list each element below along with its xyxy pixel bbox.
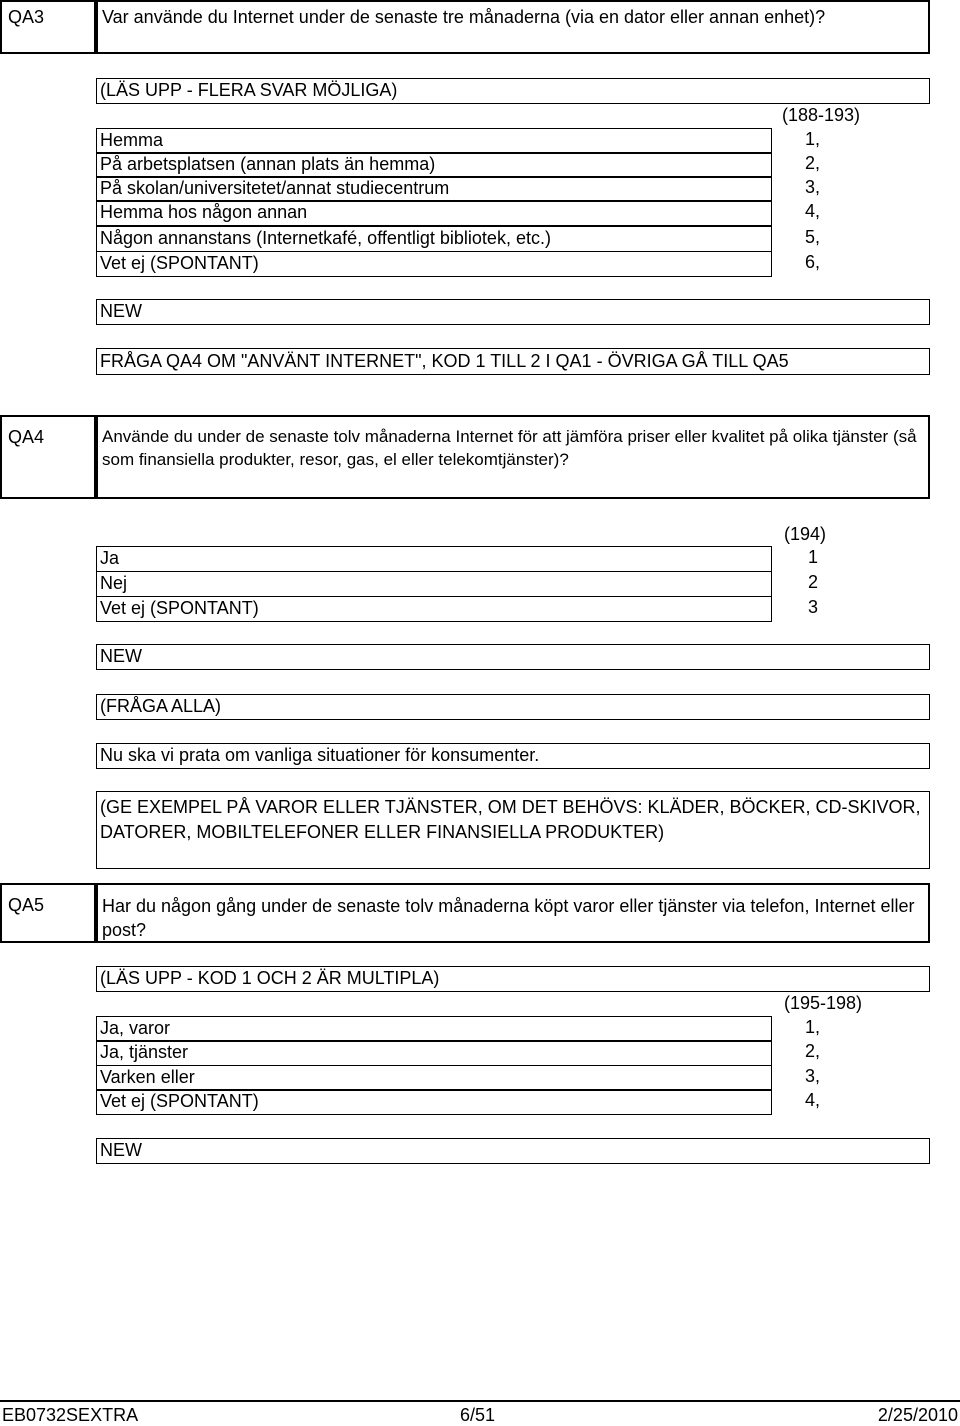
- qa4-option-code: 1: [807, 547, 818, 567]
- examples: (GE EXEMPEL PÅ VAROR ELLER TJÄNSTER, OM DET BEHÖVS: KLÄDER, BÖCKER, CD-SKIVOR, DATORER, MOBILTELEFONER ELLER FINANSIELLA PRODUKTER): [100, 797, 921, 842]
- qa3-option-code: 3,: [804, 177, 820, 197]
- qa5-id: QA5: [8, 895, 45, 915]
- qa5-option-code: 1,: [804, 1017, 820, 1037]
- qa3-option-label: Hemma: [100, 130, 164, 150]
- qa3-option-code: 2,: [804, 153, 820, 173]
- ask-all: (FRÅGA ALLA): [100, 696, 222, 716]
- qa5-instruction: (LÄS UPP - KOD 1 OCH 2 ÄR MULTIPLA): [100, 968, 440, 988]
- qa4-new: NEW: [100, 646, 142, 666]
- qa4-id: QA4: [8, 427, 45, 447]
- qa3-new: NEW: [100, 301, 142, 321]
- qa3-option-label: Någon annanstans (Internetkafé, offentligt bibliotek, etc.): [100, 228, 551, 248]
- qa3-option-row: [96, 128, 772, 154]
- qa5-question: Har du någon gång under de senaste tolv månaderna köpt varor eller tjänster via telefon, Internet eller post?: [102, 896, 915, 940]
- routing-qa4: FRÅGA QA4 OM "ANVÄNT INTERNET", KOD 1 TILL 2 I QA1 - ÖVRIGA GÅ TILL QA5: [100, 351, 789, 371]
- qa3-columns: (188-193): [781, 105, 860, 125]
- qa3-option-label: Vet ej (SPONTANT): [100, 253, 259, 273]
- footer-date: 2/25/2010: [877, 1405, 958, 1425]
- qa3-option-label: På skolan/universitetet/annat studiecentrum: [100, 178, 450, 198]
- qa5-option-code: 4,: [804, 1090, 820, 1110]
- qa5-option-label: Vet ej (SPONTANT): [100, 1091, 259, 1111]
- qa3-option-code: 5,: [804, 227, 820, 247]
- qa4-option-row: [96, 571, 772, 597]
- footer-doc-id: EB0732SEXTRA: [2, 1405, 139, 1425]
- footer-rule: [0, 1400, 960, 1402]
- qa4-option-code: 3: [807, 597, 818, 617]
- qa5-new: NEW: [100, 1140, 142, 1160]
- qa5-option-label: Ja, varor: [100, 1018, 171, 1038]
- qa3-option-code: 4,: [804, 201, 820, 221]
- qa3-option-code: 1,: [804, 129, 820, 149]
- qa5-option-label: Varken eller: [100, 1067, 195, 1087]
- qa5-option-row: [96, 1040, 772, 1066]
- qa5-option-code: 2,: [804, 1041, 820, 1061]
- ask-all-box: [96, 694, 930, 720]
- footer-page: 6/51: [460, 1405, 496, 1425]
- qa3-option-label: Hemma hos någon annan: [100, 202, 308, 222]
- qa4-option-code: 2: [807, 572, 818, 592]
- qa4-option-label: Nej: [100, 573, 128, 593]
- qa4-option-label: Ja: [100, 548, 120, 568]
- intro: Nu ska vi prata om vanliga situationer för konsumenter.: [100, 745, 540, 765]
- qa3-question: Var använde du Internet under de senaste tre månaderna (via en dator eller annan enhet)?: [102, 7, 826, 27]
- qa3-option-label: På arbetsplatsen (annan plats än hemma): [100, 154, 436, 174]
- qa4-option-label: Vet ej (SPONTANT): [100, 598, 259, 618]
- qa4-question: Använde du under de senaste tolv månaderna Internet för att jämföra priser eller kvalitet på olika tjänster (så som finansiella produkter, resor, gas, el eller telekomtjänster)?: [102, 427, 917, 469]
- qa5-new-box: [96, 1138, 930, 1164]
- qa5-option-row: [96, 1016, 772, 1042]
- qa3-id: QA3: [8, 7, 45, 27]
- qa5-columns: (195-198): [783, 993, 862, 1013]
- qa4-new-box: [96, 644, 930, 670]
- qa3-option-code: 6,: [804, 252, 820, 272]
- qa3-instruction: (LÄS UPP - FLERA SVAR MÖJLIGA): [100, 80, 398, 100]
- qa5-option-row: [96, 1065, 772, 1091]
- qa4-option-row: [96, 546, 772, 572]
- qa5-option-label: Ja, tjänster: [100, 1042, 189, 1062]
- qa3-new-box: [96, 299, 930, 325]
- qa5-option-code: 3,: [804, 1066, 820, 1086]
- qa4-columns: (194): [783, 524, 826, 544]
